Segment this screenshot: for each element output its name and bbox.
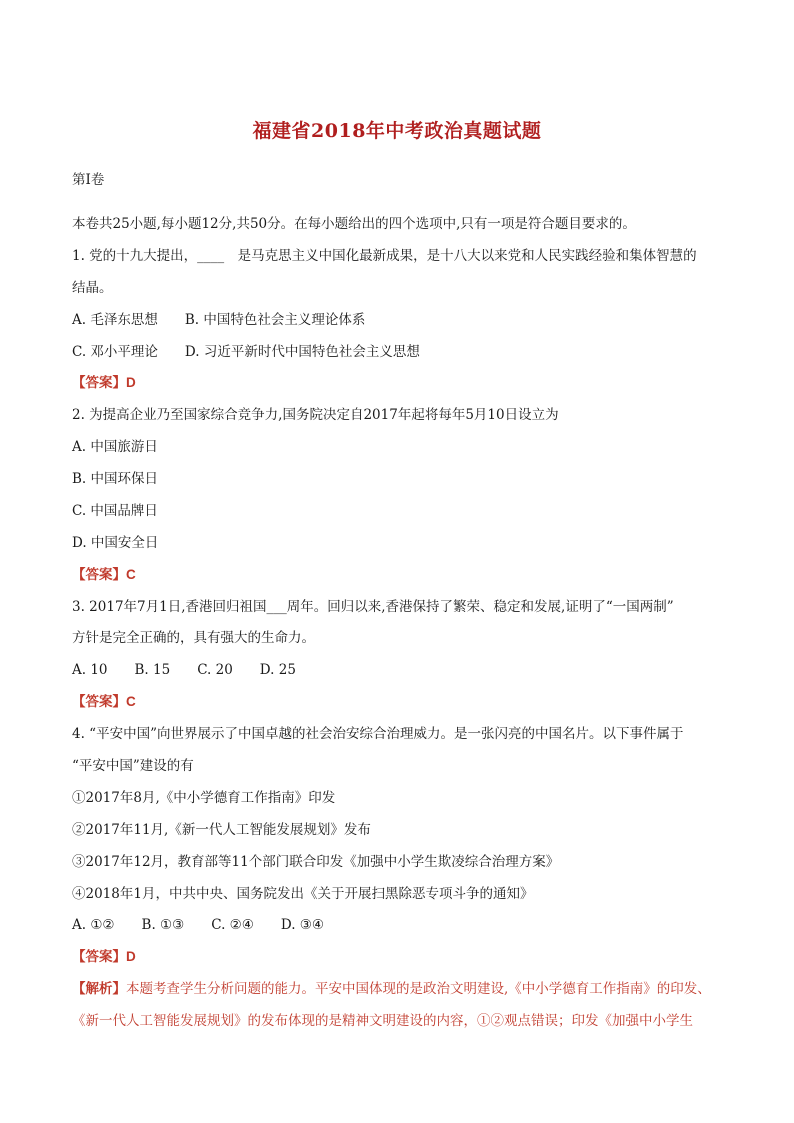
q3-options: A. 10 B. 15 C. 20 D. 25 — [72, 662, 296, 678]
q1-answer — [72, 373, 136, 393]
answer-value: C — [126, 567, 136, 582]
q1-stem-line-2: 结晶。 — [72, 280, 113, 296]
answer-value: C — [126, 694, 136, 709]
q4-item-1: ①2017年8月,《中小学德育工作指南》印发 — [72, 790, 336, 806]
answer-label: 【答案】 — [72, 949, 126, 965]
q4-stem-line-1: 4. “平安中国”向世界展示了中国卓越的社会治安综合治理威力。是一张闪亮的中国名片。以下事件属于 — [72, 726, 684, 742]
q2-option-c: C. 中国品牌日 — [72, 503, 158, 519]
q4-item-4: ④2018年1月，中共中央、国务院发出《关于开展扫黑除恶专项斗争的通知》 — [72, 886, 534, 902]
answer-label: 【答案】 — [72, 375, 126, 391]
answer-value: D — [126, 949, 136, 964]
q4-item-2: ②2017年11月,《新一代人工智能发展规划》发布 — [72, 822, 371, 838]
q2-option-d: D. 中国安全日 — [72, 535, 159, 551]
q3-stem-line-2: 方针是完全正确的，具有强大的生命力。 — [72, 630, 315, 646]
q2-option-a: A. 中国旅游日 — [72, 439, 158, 455]
volume-heading: 第Ⅰ卷 — [72, 172, 105, 188]
q4-options: A. ①② B. ①③ C. ②④ D. ③④ — [72, 917, 325, 933]
q1-options-line-1: A. 毛泽东思想 B. 中国特色社会主义理论体系 — [72, 312, 366, 328]
explanation-label: 【解析】 — [72, 981, 126, 997]
q4-explanation-line-1 — [72, 979, 711, 999]
document-title: 福建省2018年中考政治真题试题 — [252, 120, 542, 142]
q2-option-b: B. 中国环保日 — [72, 471, 159, 487]
q1-stem-line-1: 1. 党的十九大提出，____ 是马克思主义中国化最新成果，是十八大以来党和人民实践经验和集体智慧的 — [72, 248, 697, 264]
q3-stem-line-1: 3. 2017年7月1日,香港回归祖国___周年。回归以来,香港保持了繁荣、稳定和发展,证明了“一国两制” — [72, 599, 674, 615]
q4-stem-line-2: “平安中国”建设的有 — [72, 758, 194, 774]
answer-label: 【答案】 — [72, 694, 126, 710]
explanation-text: 本题考查学生分析问题的能力。平安中国体现的是政治文明建设,《中小学德育工作指南》的印发、 — [126, 981, 711, 997]
q2-answer — [72, 565, 136, 585]
q4-item-3: ③2017年12月，教育部等11个部门联合印发《加强中小学生欺凌综合治理方案》 — [72, 854, 560, 870]
q3-answer — [72, 692, 136, 712]
q4-explanation-line-2: 《新一代人工智能发展规划》的发布体现的是精神文明建设的内容，①②观点错误；印发《加强中小学生 — [72, 1013, 693, 1029]
answer-value: D — [126, 375, 136, 390]
answer-label: 【答案】 — [72, 567, 126, 583]
q1-options-line-2: C. 邓小平理论 D. 习近平新时代中国特色社会主义思想 — [72, 344, 420, 360]
q2-stem-line-1: 2. 为提高企业乃至国家综合竞争力,国务院决定自2017年起将每年5月10日设立为 — [72, 407, 559, 423]
instructions: 本卷共25小题,每小题12分,共50分。在每小题给出的四个选项中,只有一项是符合题目要求的。 — [72, 216, 636, 232]
q4-answer — [72, 947, 136, 967]
